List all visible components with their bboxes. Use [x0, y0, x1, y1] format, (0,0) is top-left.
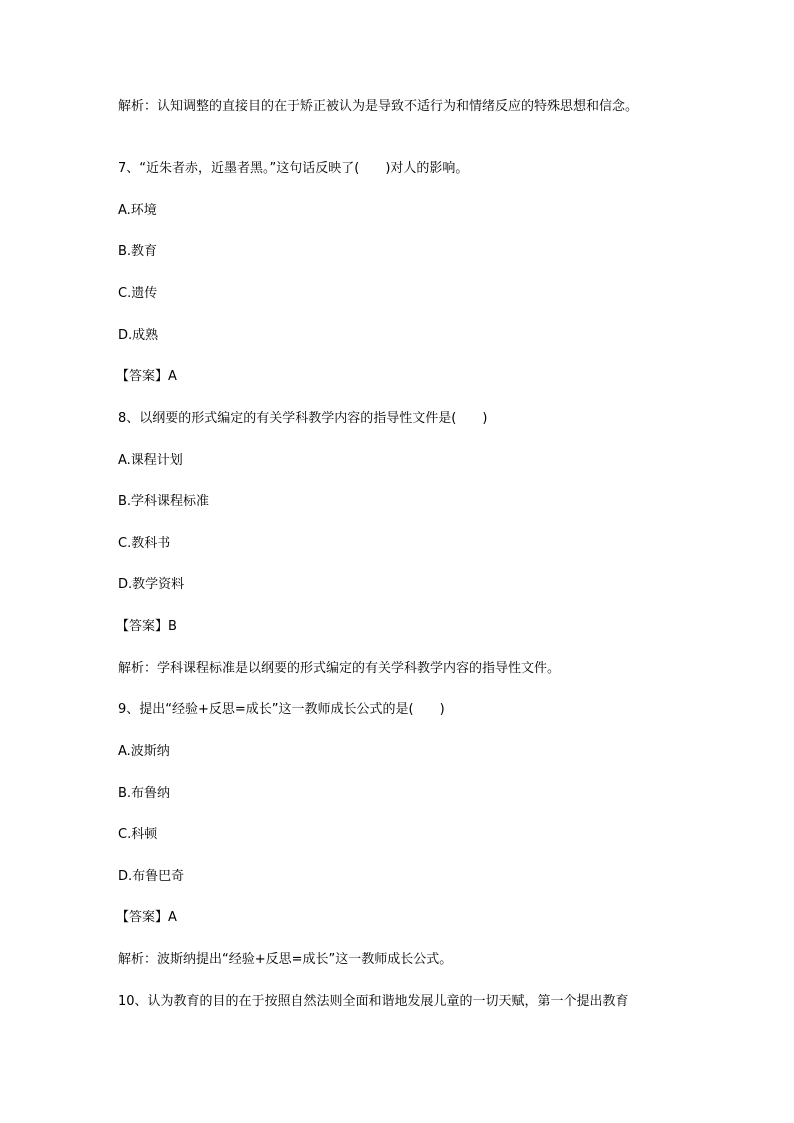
- option-8c: C.教科书: [118, 536, 171, 551]
- option-8b: B.学科课程标准: [118, 494, 210, 509]
- question-8: 8、以纲要的形式编定的有关学科教学内容的指导性文件是( ): [118, 411, 488, 426]
- option-9d: D.布鲁巴奇: [118, 869, 185, 884]
- option-9c: C.科顿: [118, 827, 158, 842]
- question-10: 10、认为教育的目的在于按照自然法则全面和谐地发展儿童的一切天赋，第一个提出教育: [118, 994, 629, 1009]
- option-8a: A.课程计划: [118, 453, 183, 468]
- answer-9: 【答案】A: [116, 910, 177, 925]
- option-9b: B.布鲁纳: [118, 786, 171, 801]
- option-7d: D.成熟: [118, 328, 159, 343]
- option-8d: D.教学资料: [118, 577, 185, 592]
- option-7c: C.遗传: [118, 286, 158, 301]
- answer-8: 【答案】B: [116, 619, 177, 634]
- question-9: 9、提出“经验+反思=成长”这一教师成长公式的是( ): [118, 702, 445, 717]
- option-9a: A.波斯纳: [118, 744, 170, 759]
- option-7b: B.教育: [118, 244, 158, 259]
- explanation-9: 解析：波斯纳提出“经验+反思=成长”这一教师成长公式。: [118, 952, 453, 967]
- explanation-8: 解析：学科课程标准是以纲要的形式编定的有关学科教学内容的指导性文件。: [118, 661, 561, 676]
- answer-7: 【答案】A: [116, 369, 177, 384]
- option-7a: A.环境: [118, 203, 157, 218]
- question-7: 7、“近朱者赤，近墨者黑。”这句话反映了( )对人的影响。: [118, 161, 469, 176]
- explanation-q6: 解析：认知调整的直接目的在于矫正被认为是导致不适行为和情绪反应的特殊思想和信念。: [118, 99, 639, 114]
